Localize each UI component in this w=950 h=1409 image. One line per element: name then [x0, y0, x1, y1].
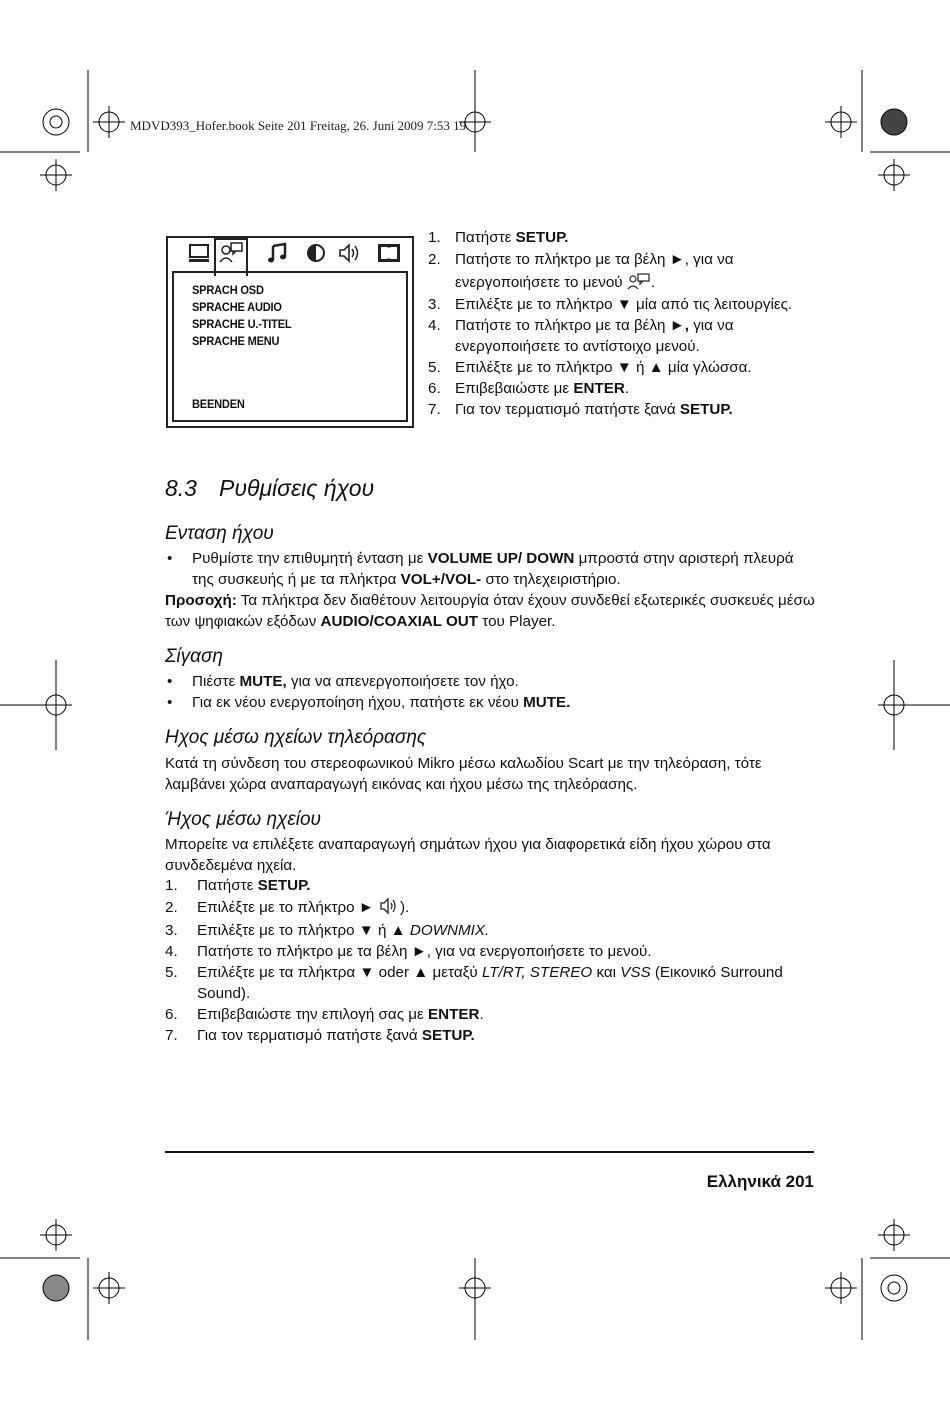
- list-item: 1. Πατήστε SETUP.: [165, 877, 311, 894]
- osd-item-osd-language: SPRACH OSD: [192, 283, 264, 297]
- list-item: 5. Επιλέξτε με το πλήκτρο ▼ ή ▲ μία γλώσσα.: [428, 359, 752, 376]
- list-item: • Πιέστε MUTE, για να απενεργοποιήσετε τον ήχο.: [167, 673, 519, 690]
- section-title: Ρυθμίσεις ήχου: [218, 475, 375, 501]
- section-number: 8.3: [165, 475, 197, 501]
- list-item: 5. Επιλέξτε με τα πλήκτρα ▼ oder ▲ μεταξύ LT/RT, STEREO και VSS (Εικονικό Surround Sound).: [165, 964, 783, 1002]
- list-item: • Ρυθμίστε την επιθυμητή ένταση με VOLUME UP/ DOWN μπροστά στην αριστερή πλευρά της συσκευής ή με τα πλήκτρα VOL+/VOL- στο τηλεχειριστήριο.: [167, 550, 794, 588]
- volume-heading: Ενταση ήχου: [165, 523, 274, 544]
- list-item: 7. Για τον τερματισμό πατήστε ξανά SETUP.: [165, 1027, 475, 1044]
- osd-tab-bar: [176, 240, 406, 270]
- contrast-icon: [301, 242, 331, 270]
- list-item: 3. Επιλέξτε με το πλήκτρο ▼ μία από τις λειτουργίες.: [428, 296, 793, 313]
- list-item: 7. Για τον τερματισμό πατήστε ξανά SETUP.: [428, 401, 733, 418]
- section-heading: [165, 475, 374, 502]
- speaker-icon: [334, 242, 364, 270]
- list-item: 6. Επιβεβαιώστε την επιλογή σας με ENTER.: [165, 1006, 484, 1023]
- tv-sound-heading: Ηχος μέσω ηχείων τηλεόρασης: [165, 727, 427, 748]
- list-item: 2. Πατήστε το πλήκτρο με τα βέλη ►, για να ενεργοποιήσετε το μενού .: [428, 251, 734, 291]
- mute-heading: Σίγαση: [165, 646, 223, 667]
- speaker-sound-text: Μπορείτε να επιλέξετε αναπαραγωγή σημάτων ήχου για διαφορετικά είδη ήχου χώρου στα συνδεδεμένα ηχεία.: [165, 836, 771, 874]
- music-note-icon: [262, 242, 292, 270]
- speaker-sound-heading: Ήχος μέσω ηχείου: [165, 809, 322, 830]
- speaker-sound-steps: [165, 875, 815, 1046]
- page-footer: Ελληνικά 201: [706, 1172, 814, 1191]
- osd-item-subtitle-language: SPRACHE U.-TITEL: [192, 317, 292, 331]
- osd-item-exit: BEENDEN: [192, 397, 245, 411]
- list-item: 1. Πατήστε SETUP.: [428, 229, 569, 246]
- volume-section: [165, 548, 815, 632]
- monitor-icon: [184, 242, 214, 270]
- osd-language-menu: [166, 236, 414, 428]
- list-item: • Για εκ νέου ενεργοποίηση ήχου, πατήστε εκ νέου MUTE.: [167, 694, 571, 711]
- mute-section: [165, 671, 815, 713]
- list-item: 3. Επιλέξτε με το πλήκτρο ▼ ή ▲ DOWNMIX.: [165, 922, 490, 939]
- page-header: MDVD393_Hofer.book Seite 201 Freitag, 26. Juni 2009 7:53 19: [130, 118, 467, 133]
- dolby-icon: [374, 242, 404, 270]
- osd-item-menu-language: SPRACHE MENU: [192, 334, 280, 348]
- language-menu-icon: [627, 272, 651, 290]
- speaker-icon: [378, 897, 400, 915]
- volume-note: Προσοχή: Τα πλήκτρα δεν διαθέτουν λειτουργία όταν έχουν συνδεθεί εξωτερικές συσκευές μέσω των ψηφιακών εξόδων AUDIO/COAXIAL OUT του Player.: [165, 592, 815, 630]
- list-item: 4. Πατήστε το πλήκτρο με τα βέλη ►, για να ενεργοποιήσετε το αντίστοιχο μενού.: [428, 317, 734, 355]
- footer-divider: [165, 1151, 814, 1153]
- osd-menu-panel: [172, 271, 408, 422]
- list-item: 4. Πατήστε το πλήκτρο με τα βέλη ►, για να ενεργοποιήσετε το μενού.: [165, 943, 652, 960]
- language-setup-steps: [428, 227, 808, 420]
- list-item: 6. Επιβεβαιώστε με ENTER.: [428, 380, 630, 397]
- list-item: 2. Επιλέξτε με το πλήκτρο ► ).: [165, 899, 410, 916]
- tv-sound-text: Κατά τη σύνδεση του στερεοφωνικού Mikro μέσω καλωδίου Scart με την τηλεόραση, τότε λαμβάνει χώρα αναπαραγωγή εικόνας και ήχου μέσω της τηλεόρασης.: [165, 755, 762, 793]
- osd-item-audio-language: SPRACHE AUDIO: [192, 300, 282, 314]
